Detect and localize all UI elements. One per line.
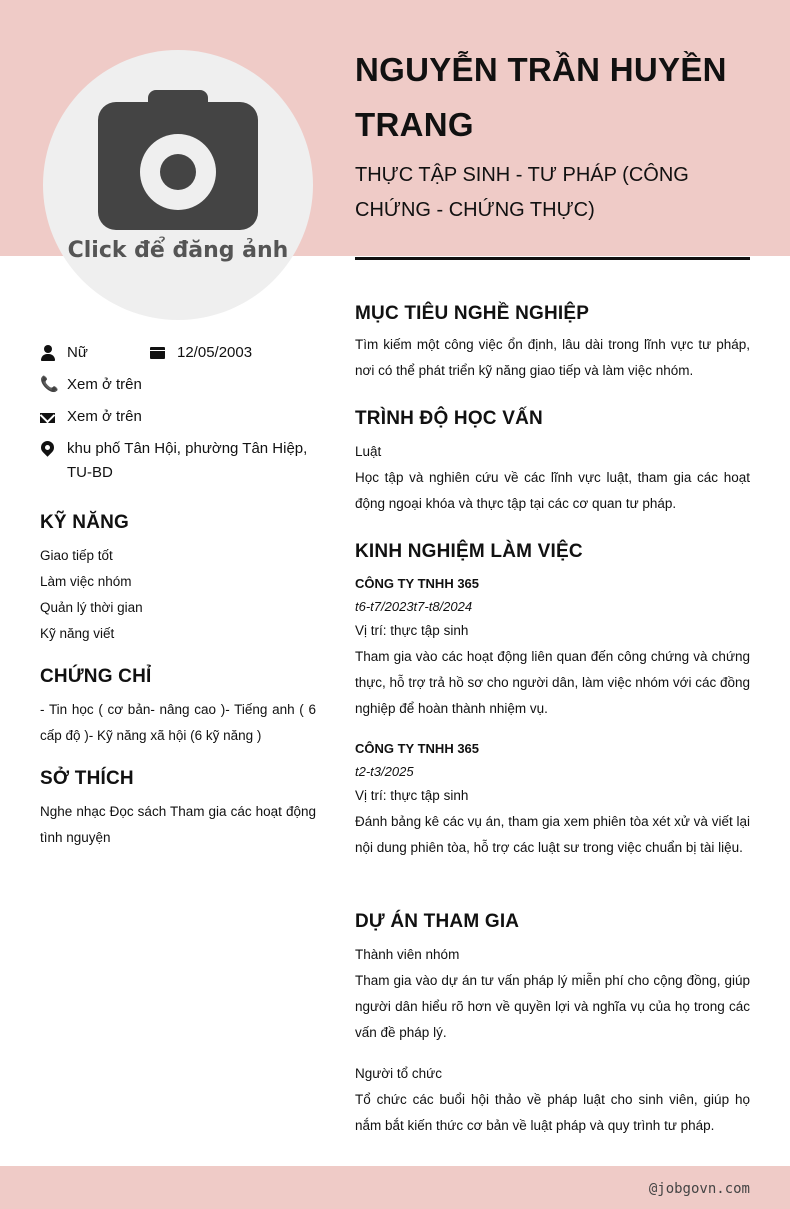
company-name: CÔNG TY TNHH 365: [355, 576, 480, 591]
project-role: Thành viên nhóm: [355, 947, 460, 962]
photo-upload[interactable]: [43, 50, 313, 320]
address-row: [40, 437, 320, 485]
job-description: Đánh bảng kê các vụ án, tham gia xem phiên tòa xét xử và viết lại nội dung phiên tòa, hỗ trợ các luật sư trong việc chuẩn bị tài liệu.: [355, 814, 750, 855]
email-value: Xem ở trên: [67, 408, 142, 425]
birthdate-row: [150, 341, 252, 365]
footer-brand: @jobgovn.com: [648, 1181, 750, 1197]
gender-row: [40, 341, 88, 365]
email-row: [40, 405, 142, 429]
person-icon: [40, 345, 55, 361]
project-description: Tổ chức các buổi hội thảo về pháp luật cho sinh viên, giúp họ nắm bắt kiến thức cơ bản về luật pháp và quy trình tư pháp.: [355, 1092, 750, 1133]
skill-item: Làm việc nhóm: [40, 574, 132, 589]
divider: [355, 257, 750, 260]
calendar-icon: [150, 345, 165, 361]
phone-value: Xem ở trên: [67, 376, 142, 393]
education-heading: TRÌNH ĐỘ HỌC VẤN: [355, 408, 543, 429]
location-pin-icon: [40, 441, 55, 457]
hobbies-text: Nghe nhạc Đọc sách Tham gia các hoạt động tình nguyện: [40, 804, 316, 845]
job-title: THỰC TẬP SINH - TƯ PHÁP (CÔNG CHỨNG - CHỨNG THỰC): [355, 164, 689, 221]
project-role: Người tổ chức: [355, 1066, 442, 1081]
company-name: CÔNG TY TNHH 365: [355, 741, 480, 756]
objective-heading: MỤC TIÊU NGHỀ NGHIỆP: [355, 303, 590, 324]
address-value: khu phố Tân Hội, phường Tân Hiệp, TU-BD: [67, 440, 308, 481]
skill-item: Kỹ năng viết: [40, 626, 115, 641]
education-description: Học tập và nghiên cứu về các lĩnh vực luật, tham gia các hoạt động ngoại khóa và thực tập tại các cơ quan tư pháp.: [355, 470, 750, 511]
birthdate-value: 12/05/2003: [177, 344, 253, 361]
projects-heading: DỰ ÁN THAM GIA: [355, 911, 520, 932]
skill-item: Quản lý thời gian: [40, 600, 143, 615]
phone-icon: 📞: [40, 376, 59, 393]
job-position: Vị trí: thực tập sinh: [355, 623, 469, 638]
photo-caption: Click để đăng ảnh: [67, 238, 289, 263]
phone-row: [40, 373, 142, 397]
certificates-text: - Tin học ( cơ bản- nâng cao )- Tiếng anh ( 6 cấp độ )- Kỹ năng xã hội (6 kỹ năng ): [40, 702, 316, 743]
hobbies-heading: SỞ THÍCH: [40, 768, 134, 789]
mail-icon: [40, 409, 55, 425]
gender-value: Nữ: [67, 344, 88, 361]
experience-heading: KINH NGHIỆM LÀM VIỆC: [355, 541, 583, 562]
job-position: Vị trí: thực tập sinh: [355, 788, 469, 803]
job-period: t2-t3/2025: [355, 764, 414, 779]
job-period: t6-t7/2023t7-t8/2024: [355, 599, 473, 614]
education-major: Luật: [355, 444, 382, 459]
objective-text: Tìm kiếm một công việc ổn định, lâu dài trong lĩnh vực tư pháp, nơi có thể phát triển kỹ năng giao tiếp và làm việc nhóm.: [355, 337, 750, 378]
project-description: Tham gia vào dự án tư vấn pháp lý miễn phí cho cộng đồng, giúp người dân hiểu rõ hơn về quyền lợi và nghĩa vụ của họ trong các vấn đề pháp lý.: [355, 973, 750, 1040]
skill-item: Giao tiếp tốt: [40, 548, 113, 563]
certificates-heading: CHỨNG CHỈ: [40, 666, 152, 687]
candidate-name: NGUYỄN TRẦN HUYỀN TRANG: [355, 51, 727, 143]
skills-heading: KỸ NĂNG: [40, 512, 130, 533]
job-description: Tham gia vào các hoạt động liên quan đến công chứng và chứng thực, hỗ trợ trả hồ sơ cho người dân, làm việc nhóm với các đồng nghiệp để hoàn thành nhiệm vụ.: [355, 649, 750, 716]
